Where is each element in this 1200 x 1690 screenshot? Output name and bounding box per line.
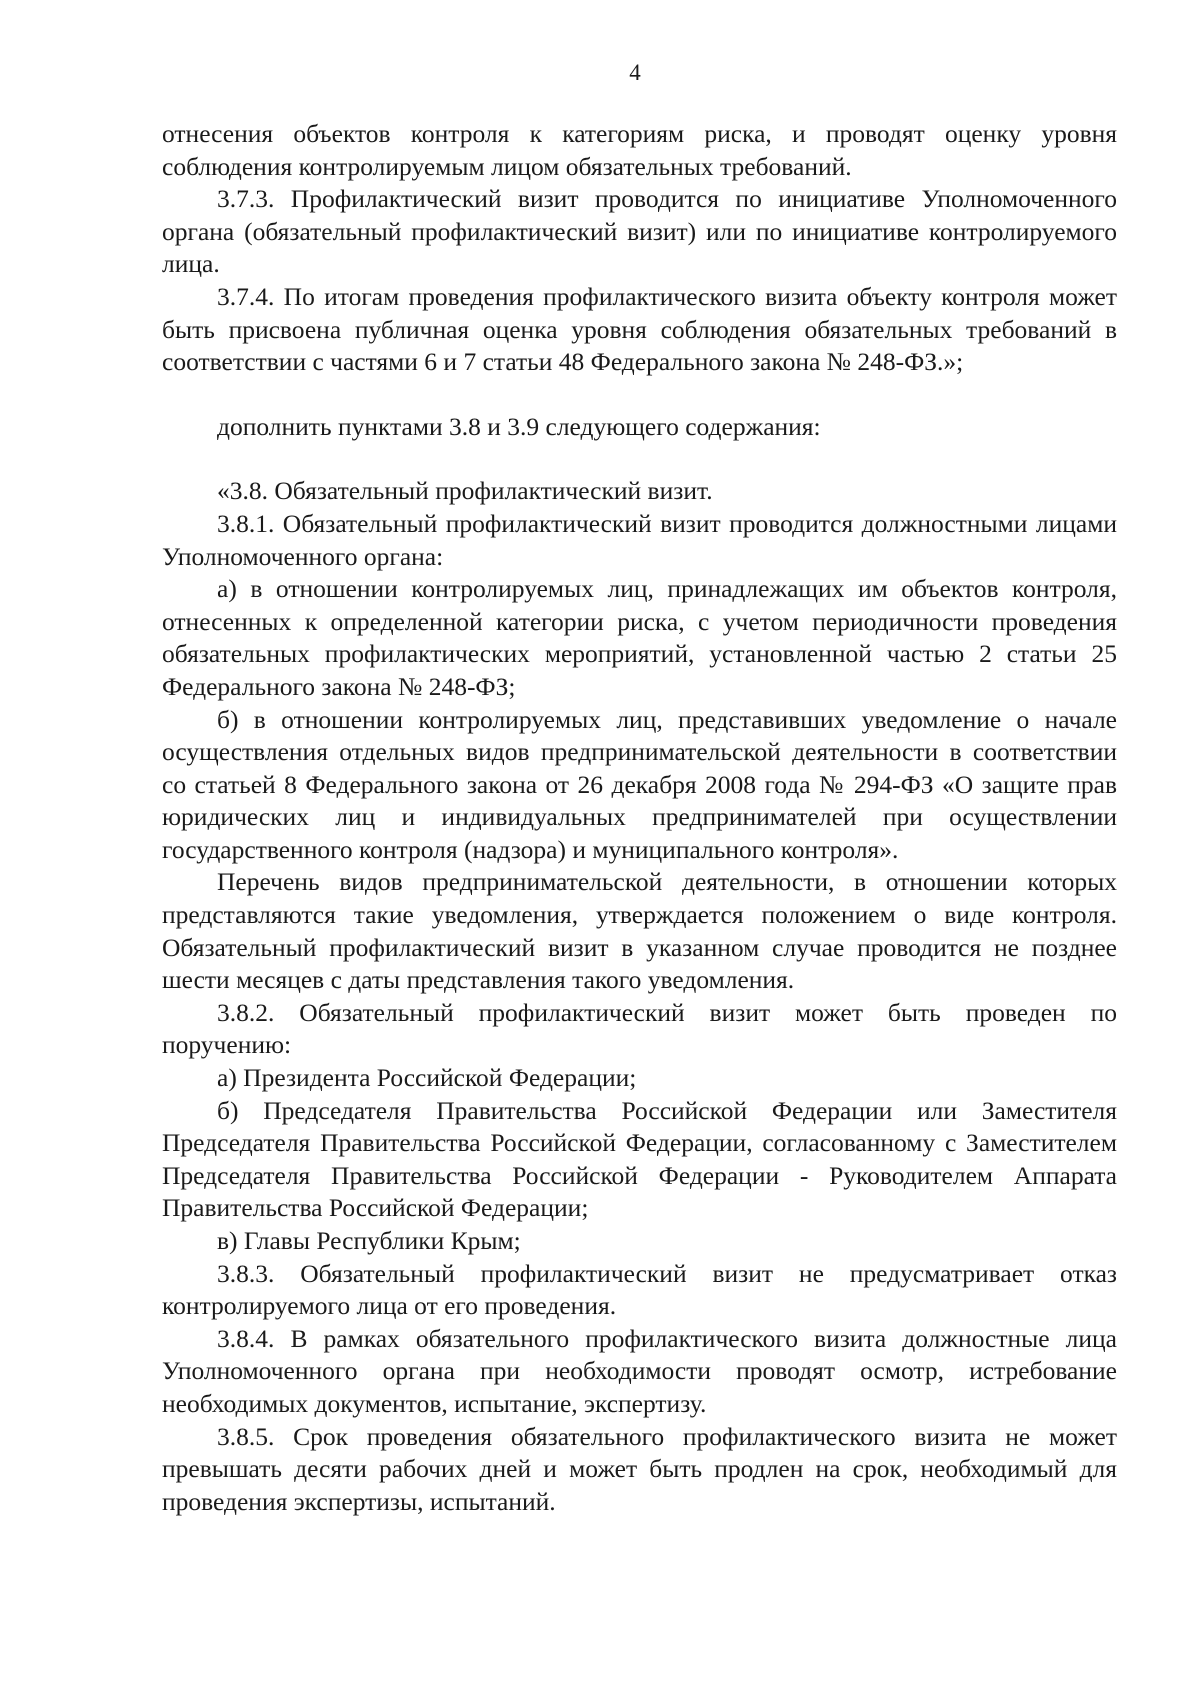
paragraph-activity-list: Перечень видов предпринимательской деятельности, в отношении которых представляются такие уведомления, утверждается положением о виде контроля. Обязательный профилактический визит в указанном случае проводится не позднее шести месяцев с даты представления такого уведомления.: [162, 867, 1117, 995]
paragraph-3-8-4: 3.8.4. В рамках обязательного профилактического визита должностные лица Уполномоченного органа при необходимости проводят осмотр, истребование необходимых документов, испытание, экспертизу.: [162, 1323, 1117, 1418]
paragraph-3-7-3: 3.7.3. Профилактический визит проводится по инициативе Уполномоченного органа (обязательный профилактический визит) или по инициативе контролируемого лица.: [162, 184, 1117, 279]
paragraph-3-8-2-a: а) Президента Российской Федерации;: [217, 1063, 637, 1093]
paragraph-3-8-2: 3.8.2. Обязательный профилактический визит может быть проведен по поручению:: [162, 997, 1117, 1060]
paragraph-amendment-intro: дополнить пунктами 3.8 и 3.9 следующего содержания:: [217, 411, 821, 441]
paragraph-3-8-1: 3.8.1. Обязательный профилактический визит проводится должностными лицами Уполномоченного органа:: [162, 508, 1117, 571]
paragraph-3-8-2-b: б) Председателя Правительства Российской Федерации или Заместителя Председателя Правительства Российской Федерации, согласованному с Заместителем Председателя Правительства Российской Федерации - Руководителем Аппарата Правительства Российской Федерации;: [162, 1095, 1117, 1223]
paragraph-3-8-2-c: в) Главы Республики Крым;: [217, 1226, 521, 1255]
paragraph-3-7-4: 3.7.4. По итогам проведения профилактического визита объекту контроля может быть присвоена публичная оценка уровня соблюдения обязательных требований в соответствии с частями 6 и 7 статьи 48 Федерального закона № 248-ФЗ.»;: [162, 281, 1117, 377]
paragraph-3-8-1-a: а) в отношении контролируемых лиц, принадлежащих им объектов контроля, отнесенных к определенной категории риска, с учетом периодичности проведения обязательных профилактических мероприятий, установленной частью 2 статьи 25 Федерального закона № 248-ФЗ;: [162, 574, 1117, 701]
paragraph-continuation: отнесения объектов контроля к категориям риска, и проводят оценку уровня соблюдения контролируемым лицом обязательных требований.: [162, 119, 1117, 181]
paragraph-3-8-5: 3.8.5. Срок проведения обязательного профилактического визита не может превышать десяти рабочих дней и может быть продлен на срок, необходимый для проведения экспертизы, испытаний.: [162, 1421, 1117, 1516]
paragraph-3-8-1-b: б) в отношении контролируемых лиц, представивших уведомление о начале осуществления отдельных видов предпринимательской деятельности в соответствии со статьей 8 Федерального закона от 26 декабря 2008 года № 294-ФЗ «О защите прав юридических лиц и индивидуальных предпринимателей при осуществлении государственного контроля (надзора) и муниципального контроля».: [162, 704, 1117, 864]
paragraph-3-8-3: 3.8.3. Обязательный профилактический визит не предусматривает отказ контролируемого лица от его проведения.: [162, 1258, 1117, 1321]
page-number: 4: [629, 60, 641, 85]
paragraph-3-8-heading: «3.8. Обязательный профилактический визит.: [217, 476, 713, 506]
document-body: [162, 118, 1117, 1518]
